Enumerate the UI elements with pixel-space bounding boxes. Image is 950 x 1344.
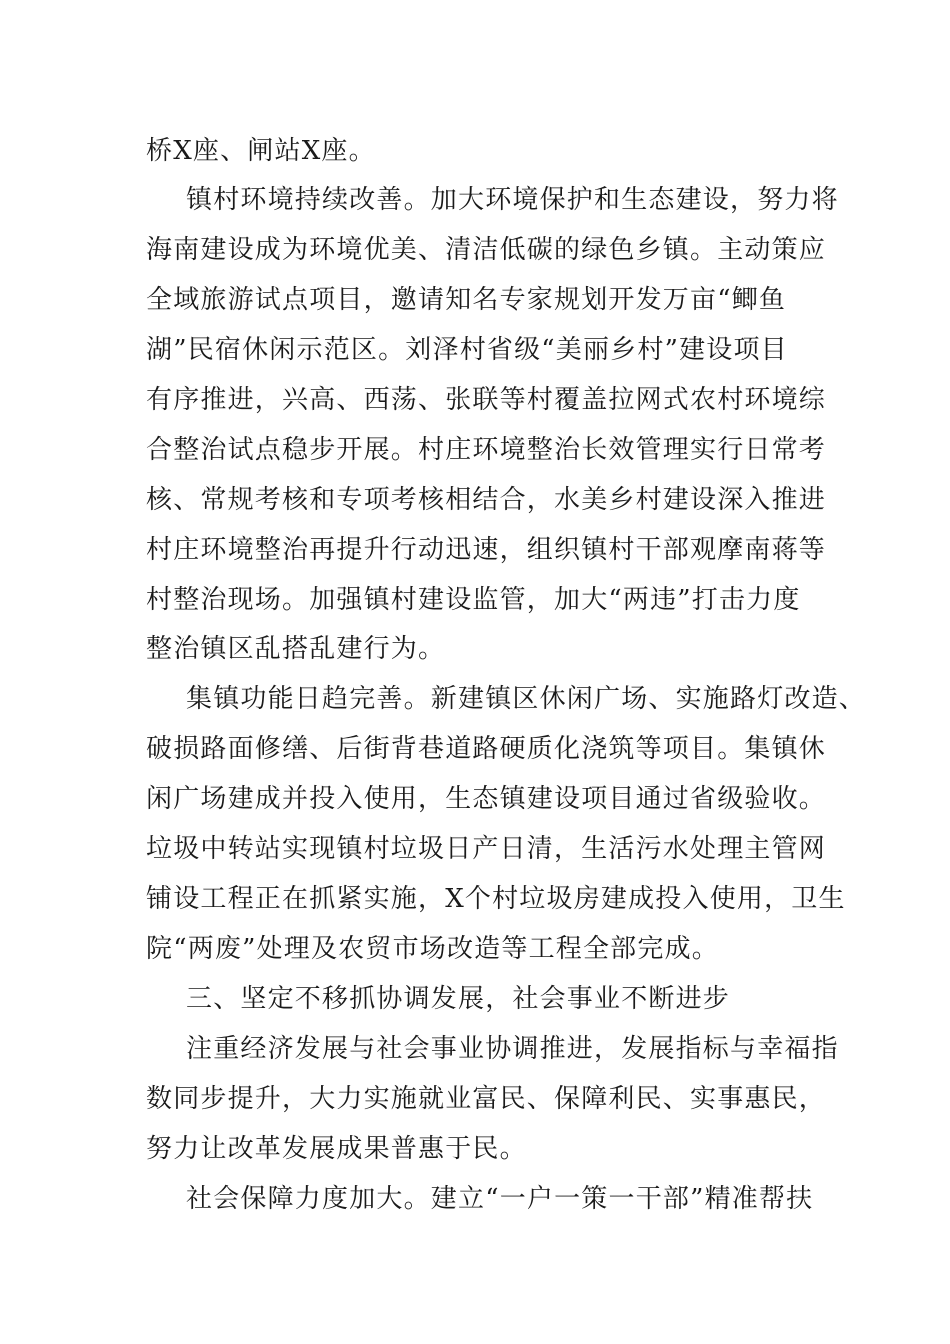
body-text-line: 有序推进，兴高、西荡、张联等村覆盖拉网式农村环境综 (146, 385, 827, 415)
body-text-line: 努力让改革发展成果普惠于民。 (146, 1134, 527, 1164)
body-text-line: 数同步提升，大力实施就业富民、保障利民、实事惠民， (146, 1084, 827, 1114)
body-text-line: 整治镇区乱搭乱建行为。 (146, 634, 446, 664)
paragraph-first-line: 注重经济发展与社会事业协调推进，发展指标与幸福指 (186, 1034, 839, 1064)
body-text-line: 垃圾中转站实现镇村垃圾日产日清，生活污水处理主管网 (146, 834, 827, 864)
body-text-line: 闲广场建成并投入使用，生态镇建设项目通过省级验收。 (146, 784, 827, 814)
body-text-line: 海南建设成为环境优美、清洁低碳的绿色乡镇。主动策应 (146, 235, 827, 265)
body-text-line: 桥X座、闸站X座。 (146, 136, 376, 166)
body-text-line: 全域旅游试点项目，邀请知名专家规划开发万亩“鲫鱼 (146, 285, 787, 315)
paragraph-first-line: 镇村环境持续改善。加大环境保护和生态建设，努力将 (186, 185, 839, 215)
body-text-line: 核、常规考核和专项考核相结合，水美乡村建设深入推进 (146, 485, 827, 515)
body-text-line: 铺设工程正在抓紧实施，X个村垃圾房建成投入使用，卫生 (146, 884, 846, 914)
body-text-line: 破损路面修缮、后街背巷道路硬质化浇筑等项目。集镇休 (146, 734, 827, 764)
body-text-line: 院“两废”处理及农贸市场改造等工程全部完成。 (146, 934, 719, 964)
body-text-line: 合整治试点稳步开展。村庄环境整治长效管理实行日常考 (146, 435, 827, 465)
body-text-line: 村整治现场。加强镇村建设监管，加大“两违”打击力度 (146, 585, 801, 615)
section-heading: 三、坚定不移抓协调发展，社会事业不断进步 (186, 984, 731, 1014)
paragraph-first-line: 社会保障力度加大。建立“一户一策一干部”精准帮扶 (186, 1184, 814, 1214)
paragraph-first-line: 集镇功能日趋完善。新建镇区休闲广场、实施路灯改造、 (186, 684, 867, 714)
body-text-line: 湖”民宿休闲示范区。刘泽村省级“美丽乡村”建设项目 (146, 335, 788, 365)
body-text-line: 村庄环境整治再提升行动迅速，组织镇村干部观摩南蒋等 (146, 535, 827, 565)
